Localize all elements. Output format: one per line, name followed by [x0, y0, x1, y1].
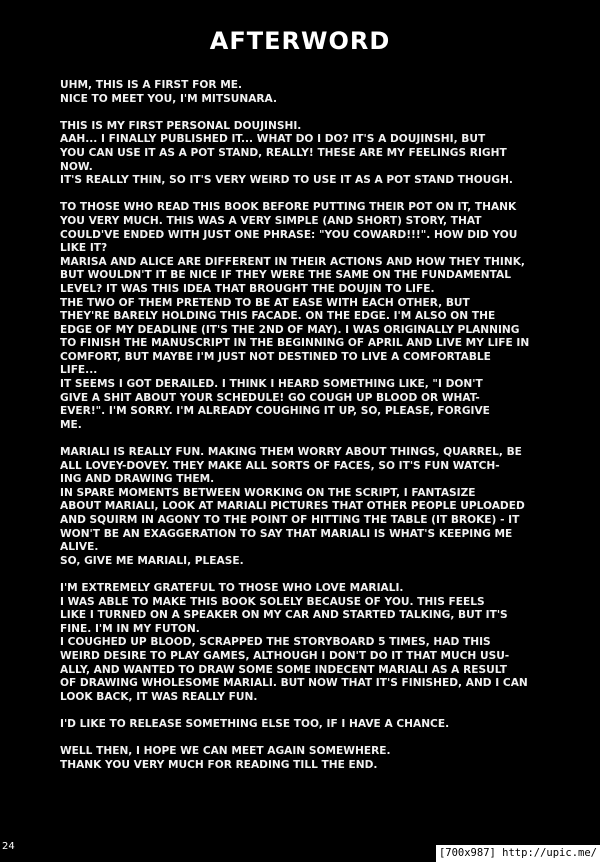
- text-line: THIS IS MY FIRST PERSONAL DOUJINSHI.: [60, 119, 302, 132]
- text-line: MARIALI IS REALLY FUN. MAKING THEM WORRY ABOUT THINGS, QUARREL, BE: [60, 446, 522, 459]
- text-line: BUT WOULDN'T IT BE NICE IF THEY WERE THE SAME ON THE FUNDAMENTAL: [60, 269, 511, 282]
- text-line: YOU CAN USE IT AS A POT STAND, REALLY! THESE ARE MY FEELINGS RIGHT: [60, 146, 507, 159]
- text-line: COMFORT, BUT MAYBE I'M JUST NOT DESTINED TO LIVE A COMFORTABLE: [60, 350, 491, 363]
- text-line: I COUGHED UP BLOOD, SCRAPPED THE STORYBOARD 5 TIMES, HAD THIS: [60, 636, 491, 649]
- image-source-tag: [700x987] http://upic.me/: [436, 845, 600, 862]
- text-line: ALL LOVEY-DOVEY. THEY MAKE ALL SORTS OF FACES, SO IT'S FUN WATCH-: [60, 459, 500, 472]
- text-line: THANK YOU VERY MUCH FOR READING TILL THE END.: [60, 758, 378, 771]
- text-line: TO FINISH THE MANUSCRIPT IN THE BEGINNING OF APRIL AND LIVE MY LIFE IN: [60, 337, 530, 350]
- text-line: ING AND DRAWING THEM.: [60, 473, 215, 486]
- text-line: IT'S REALLY THIN, SO IT'S VERY WEIRD TO USE IT AS A POT STAND THOUGH.: [60, 174, 513, 187]
- paragraph: [60, 201, 560, 432]
- text-line: THEY'RE BARELY HOLDING THIS FACADE. ON THE EDGE. I'M ALSO ON THE: [60, 310, 496, 323]
- afterword-body: [60, 79, 560, 786]
- text-line: TO THOSE WHO READ THIS BOOK BEFORE PUTTING THEIR POT ON IT, THANK: [60, 201, 517, 214]
- text-line: LEVEL? IT WAS THIS IDEA THAT BROUGHT THE DOUJIN TO LIFE.: [60, 282, 435, 295]
- text-line: OF DRAWING WHOLESOME MARIALI. BUT NOW THAT IT'S FINISHED, AND I CAN: [60, 677, 528, 690]
- text-line: ABOUT MARIALI, LOOK AT MARIALI PICTURES THAT OTHER PEOPLE UPLOADED: [60, 500, 525, 513]
- text-line: YOU VERY MUCH. THIS WAS A VERY SIMPLE (AND SHORT) STORY, THAT: [60, 214, 482, 227]
- text-line: THE TWO OF THEM PRETEND TO BE AT EASE WITH EACH OTHER, BUT: [60, 296, 470, 309]
- text-line: LIFE...: [60, 364, 98, 377]
- text-line: NICE TO MEET YOU, I'M MITSUNARA.: [60, 92, 277, 105]
- text-line: ALIVE.: [60, 541, 99, 554]
- text-line: LIKE IT?: [60, 242, 108, 255]
- text-line: I'D LIKE TO RELEASE SOMETHING ELSE TOO, IF I HAVE A CHANCE.: [60, 717, 450, 730]
- text-line: ALLY, AND WANTED TO DRAW SOME SOME INDECENT MARIALI AS A RESULT: [60, 663, 507, 676]
- page-number: 24: [2, 841, 15, 852]
- text-line: IT SEEMS I GOT DERAILED. I THINK I HEARD SOMETHING LIKE, "I DON'T: [60, 378, 483, 391]
- text-line: LOOK BACK, IT WAS REALLY FUN.: [60, 690, 258, 703]
- text-line: AAH... I FINALLY PUBLISHED IT... WHAT DO I DO? IT'S A DOUJINSHI, BUT: [60, 133, 486, 146]
- page-title: AFTERWORD: [209, 27, 391, 55]
- text-line: ME.: [60, 418, 82, 431]
- paragraph: [60, 446, 560, 568]
- paragraph: [60, 582, 560, 704]
- text-line: IN SPARE MOMENTS BETWEEN WORKING ON THE SCRIPT, I FANTASIZE: [60, 486, 476, 499]
- text-line: FINE. I'M IN MY FUTON.: [60, 622, 200, 635]
- text-line: UHM, THIS IS A FIRST FOR ME.: [60, 79, 242, 91]
- text-line: EDGE OF MY DEADLINE (IT'S THE 2ND OF MAY). I WAS ORIGINALLY PLANNING: [60, 323, 520, 336]
- paragraph: [60, 718, 560, 732]
- text-line: WELL THEN, I HOPE WE CAN MEET AGAIN SOMEWHERE.: [60, 745, 391, 758]
- text-line: WEIRD DESIRE TO PLAY GAMES, ALTHOUGH I DON'T DO IT THAT MUCH USU-: [60, 649, 510, 662]
- text-line: SO, GIVE ME MARIALI, PLEASE.: [60, 554, 244, 567]
- paragraph: [60, 745, 560, 772]
- text-line: WON'T BE AN EXAGGERATION TO SAY THAT MARIALI IS WHAT'S KEEPING ME: [60, 527, 513, 540]
- text-line: AND SQUIRM IN AGONY TO THE POINT OF HITTING THE TABLE (IT BROKE) - IT: [60, 514, 520, 526]
- text-line: EVER!". I'M SORRY. I'M ALREADY COUGHING IT UP, SO, PLEASE, FORGIVE: [60, 405, 490, 418]
- text-line: GIVE A SHIT ABOUT YOUR SCHEDULE! GO COUGH UP BLOOD OR WHAT-: [60, 391, 480, 404]
- text-line: MARISA AND ALICE ARE DIFFERENT IN THEIR ACTIONS AND HOW THEY THINK,: [60, 255, 525, 268]
- text-line: I WAS ABLE TO MAKE THIS BOOK SOLELY BECAUSE OF YOU. THIS FEELS: [60, 595, 485, 608]
- text-line: COULD'VE ENDED WITH JUST ONE PHRASE: "YOU COWARD!!!". HOW DID YOU: [60, 228, 518, 241]
- paragraph: [60, 79, 560, 106]
- text-line: I'M EXTREMELY GRATEFUL TO THOSE WHO LOVE MARIALI.: [60, 581, 404, 594]
- paragraph: [60, 120, 560, 188]
- text-line: LIKE I TURNED ON A SPEAKER ON MY CAR AND STARTED TALKING, BUT IT'S: [60, 609, 508, 622]
- text-line: NOW.: [60, 160, 93, 173]
